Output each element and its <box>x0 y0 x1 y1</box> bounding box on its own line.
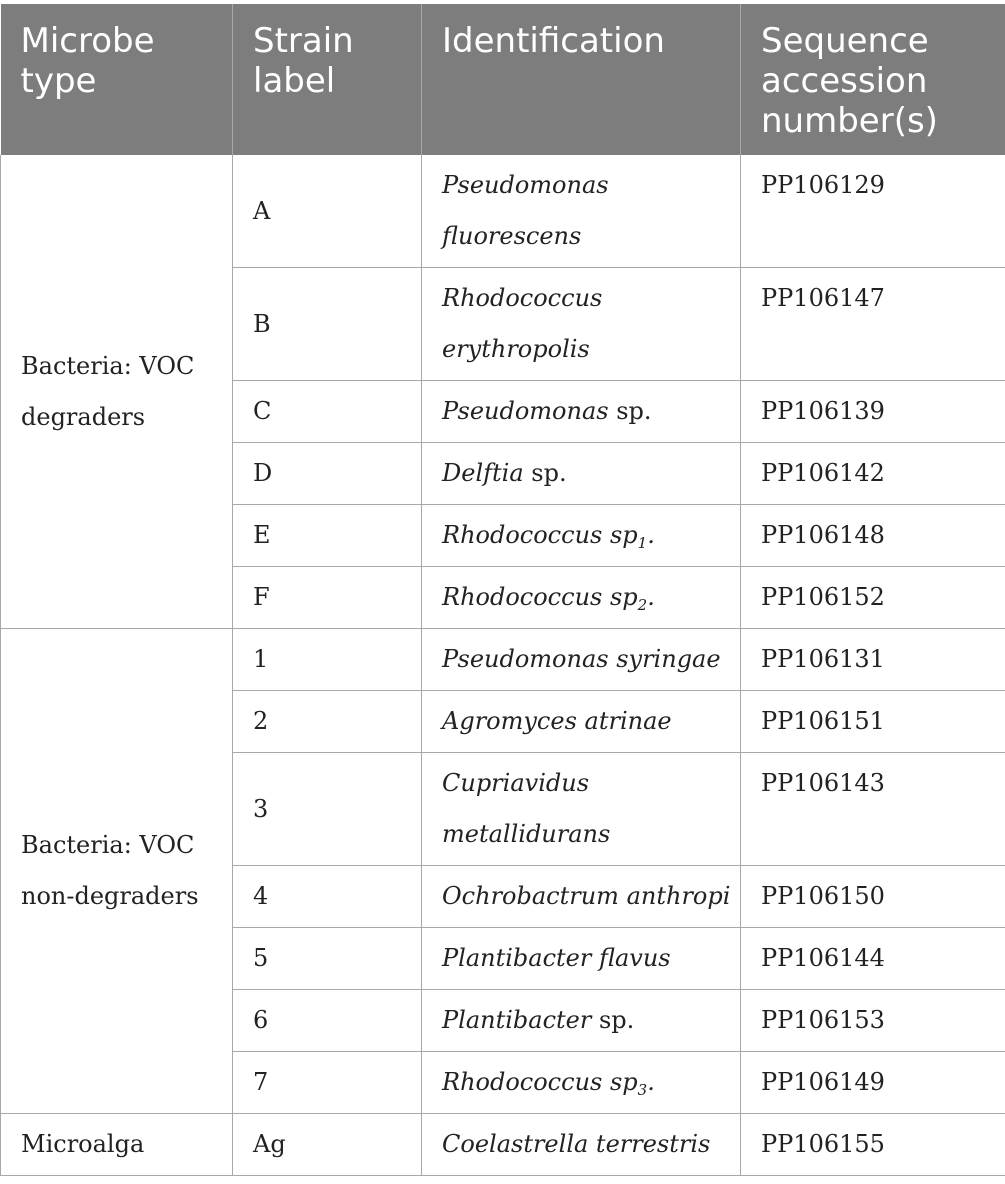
accession-cell: PP106147 <box>741 268 1005 381</box>
accession-cell: PP106129 <box>741 155 1005 268</box>
species-name <box>442 583 655 614</box>
strain-label: A <box>233 155 422 268</box>
species-tail: . <box>647 583 655 611</box>
identification-cell <box>422 990 741 1052</box>
strain-label: 5 <box>233 928 422 990</box>
table-row <box>1 1114 1005 1176</box>
species-name <box>442 1068 655 1099</box>
accession-cell: PP106150 <box>741 866 1005 928</box>
identification-cell <box>422 155 741 268</box>
header-microbe-type: Microbe type <box>1 4 233 155</box>
species-suffix: sp. <box>523 459 567 487</box>
strain-label: 4 <box>233 866 422 928</box>
species-tail: . <box>647 521 655 549</box>
species-name: Pseudomonas <box>442 397 609 425</box>
species-name: Rhodococcus erythropolis <box>442 284 603 363</box>
identification-cell <box>422 1052 741 1114</box>
header-identification: Identification <box>422 4 741 155</box>
accession-cell: PP106148 <box>741 505 1005 567</box>
table-row <box>1 629 1005 691</box>
identification-cell <box>422 866 741 928</box>
species-name: Ochrobactrum anthropi <box>442 882 731 910</box>
species-genus: Rhodococcus sp <box>442 521 638 549</box>
identification-cell <box>422 268 741 381</box>
identification-cell <box>422 691 741 753</box>
strain-label: 2 <box>233 691 422 753</box>
species-suffix: sp. <box>608 397 652 425</box>
accession-cell: PP106152 <box>741 567 1005 629</box>
species-name: Delftia <box>442 459 524 487</box>
species-subscript: 2 <box>637 596 648 614</box>
table-body <box>1 155 1005 1176</box>
accession-cell: PP106144 <box>741 928 1005 990</box>
group-voc-non-degraders: Bacteria: VOC non-degraders <box>1 629 233 1114</box>
strain-label: F <box>233 567 422 629</box>
species-tail: . <box>647 1068 655 1096</box>
species-name: Coelastrella terrestris <box>442 1130 711 1158</box>
identification-cell <box>422 567 741 629</box>
strain-label: 6 <box>233 990 422 1052</box>
species-name: Pseudomonas syringae <box>442 645 721 673</box>
species-genus: Rhodococcus sp <box>442 583 638 611</box>
identification-cell <box>422 443 741 505</box>
species-subscript: 3 <box>637 1081 648 1099</box>
species-name <box>442 521 655 552</box>
strain-label: C <box>233 381 422 443</box>
species-subscript: 1 <box>637 534 648 552</box>
identification-cell <box>422 928 741 990</box>
accession-cell: PP106155 <box>741 1114 1005 1176</box>
group-voc-degraders: Bacteria: VOC degraders <box>1 155 233 629</box>
species-suffix: sp. <box>591 1006 635 1034</box>
identification-cell <box>422 505 741 567</box>
strain-label: B <box>233 268 422 381</box>
accession-cell: PP106149 <box>741 1052 1005 1114</box>
group-microalga: Microalga <box>1 1114 233 1176</box>
header-accession: Sequence accession number(s) <box>741 4 1005 155</box>
identification-cell <box>422 629 741 691</box>
strain-label: E <box>233 505 422 567</box>
species-name: Plantibacter <box>442 1006 592 1034</box>
accession-cell: PP106151 <box>741 691 1005 753</box>
species-name: Pseudomonas fluorescens <box>442 171 609 250</box>
strain-label: 3 <box>233 753 422 866</box>
accession-cell: PP106139 <box>741 381 1005 443</box>
identification-cell <box>422 381 741 443</box>
identification-cell <box>422 1114 741 1176</box>
table-row <box>1 155 1005 268</box>
header-row <box>1 4 1005 155</box>
strain-table <box>0 4 1005 1176</box>
strain-label: Ag <box>233 1114 422 1176</box>
accession-cell: PP106142 <box>741 443 1005 505</box>
identification-cell <box>422 753 741 866</box>
strain-label: D <box>233 443 422 505</box>
strain-label: 7 <box>233 1052 422 1114</box>
species-genus: Rhodococcus sp <box>442 1068 638 1096</box>
strain-label: 1 <box>233 629 422 691</box>
table-header <box>1 4 1005 155</box>
species-name: Agromyces atrinae <box>442 707 672 735</box>
species-name: Plantibacter flavus <box>442 944 671 972</box>
header-strain-label: Strain label <box>233 4 422 155</box>
accession-cell: PP106143 <box>741 753 1005 866</box>
accession-cell: PP106153 <box>741 990 1005 1052</box>
accession-cell: PP106131 <box>741 629 1005 691</box>
species-name: Cupriavidus metallidurans <box>442 769 611 848</box>
